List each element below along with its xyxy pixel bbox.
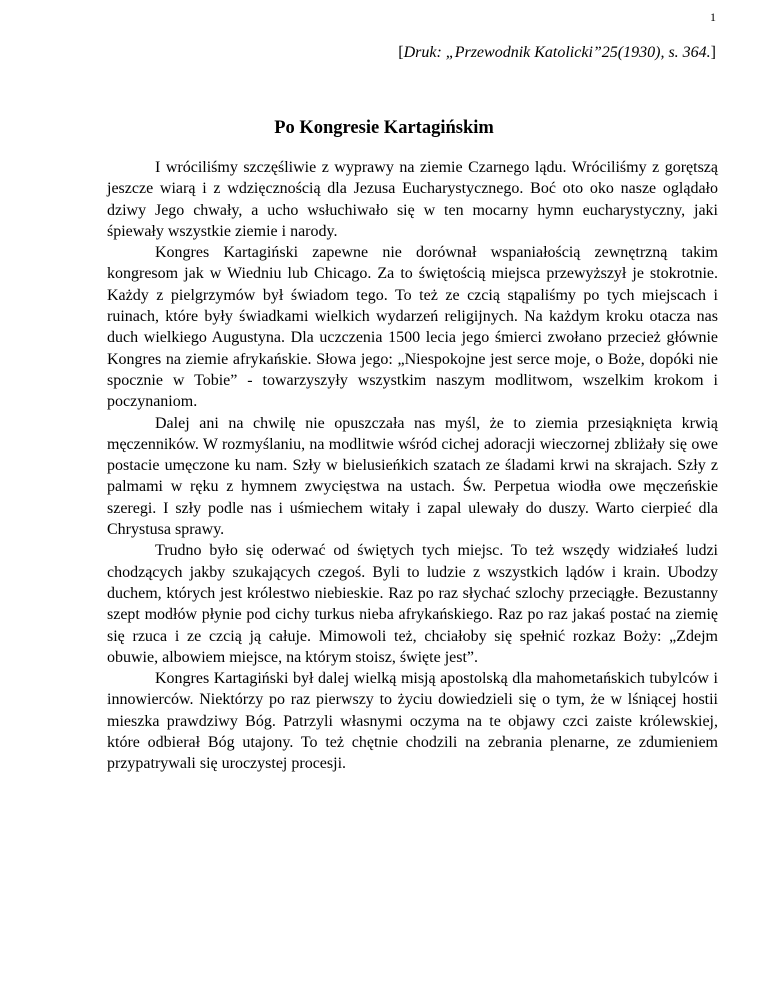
paragraph-3: Dalej ani na chwilę nie opuszczała nas myśl, że to ziemia przesiąknięta krwią męczenników. W rozmyślaniu, na modlitwie wśród cichej adoracji wieczornej zbliżały się owe postacie umęczone ku nam. Szły w bielusieńkich szatach ze śladami krwi na skrajach. Szły z palmami w ręku z hymnem zwycięstwa na ustach. Św. Perpetua wiodła owe męczeńskie szeregi. I szły podle nas i uśmiechem witały i zapal ulewały do duszy. Warto cierpieć dla Chrystusa sprawy. — [107, 414, 718, 539]
paragraph-4: Trudno było się oderwać od świętych tych miejsc. To też wszędy widziałeś ludzi chodzących jakby szukających czegoś. Byli to ludzie z wszystkich lądów i krain. Ubodzy duchem, których jest królestwo niebieskie. Raz po raz słychać szlochy przeciągłe. Bezustanny szept modłów płynie pod cichy turkus nieba afrykańskiego. Raz po raz jakaś postać na ziemię się rzuca i ze czcią ją całuje. Mimowoli też, chciałoby się spełnić rozkaz Boży: „Zdejm obuwie, albowiem miejsce, na którym stoisz, święte jest”. — [107, 542, 718, 666]
source-open-bracket: [ — [398, 44, 404, 61]
paragraph-1: I wróciliśmy szczęśliwie z wyprawy na ziemie Czarnego lądu. Wróciliśmy z gorętszą jeszcze wiarą i z wdzięcznością dla Jezusa Eucharystycznego. Boć oto oko nasze oglądało dziwy Jego chwały, a ucho wsłuchiwało się w ten mocarny hymn eucharystyczny, jaki śpiewały wszystkie ziemie i narody. — [107, 159, 718, 240]
source-close-bracket: ] — [710, 44, 716, 61]
document-title: Po Kongresie Kartagińskim — [274, 118, 494, 138]
document-body — [107, 157, 718, 775]
paragraph-2: Kongres Kartagiński zapewne nie dorównał wspaniałością zewnętrzną takim kongresom jak w Wiedniu lub Chicago. Za to świętością miejsca przewyższył je stokrotnie. Każdy z pielgrzymów był świadom tego. To też ze czcią stąpaliśmy po tych miejscach i ruinach, które były świadkami wielkich wydarzeń religijnych. Na każdym kroku otacza nas duch wielkiego Augustyna. Dla uczczenia 1500 lecia jego śmierci zwołano przecież głównie Kongres na ziemie afrykańskie. Słowa jego: „Niespokojne jest serce moje, o Boże, dopóki nie spocznie w Tobie” - towarzyszyły wszystkim naszym modlitwom, wszelkim krokom i poczynaniom. — [107, 244, 718, 411]
source-citation-text: Druk: „Przewodnik Katolicki”25(1930), s. 364. — [403, 44, 711, 61]
paragraph-5: Kongres Kartagiński był dalej wielką misją apostolską dla mahometańskich tubylców i innowierców. Niektórzy po raz pierwszy to życiu dowiedzieli się o tym, że w lśniącej hostii mieszka prawdziwy Bóg. Patrzyli własnymi oczyma na te objawy czci zaiste królewskiej, które odbierał Bóg utajony. To też chętnie chodzili na zebrania plenarne, ze zdumieniem przypatrywali się uroczystej procesji. — [107, 670, 718, 773]
source-citation — [398, 44, 716, 62]
page-number: 1 — [710, 10, 716, 24]
